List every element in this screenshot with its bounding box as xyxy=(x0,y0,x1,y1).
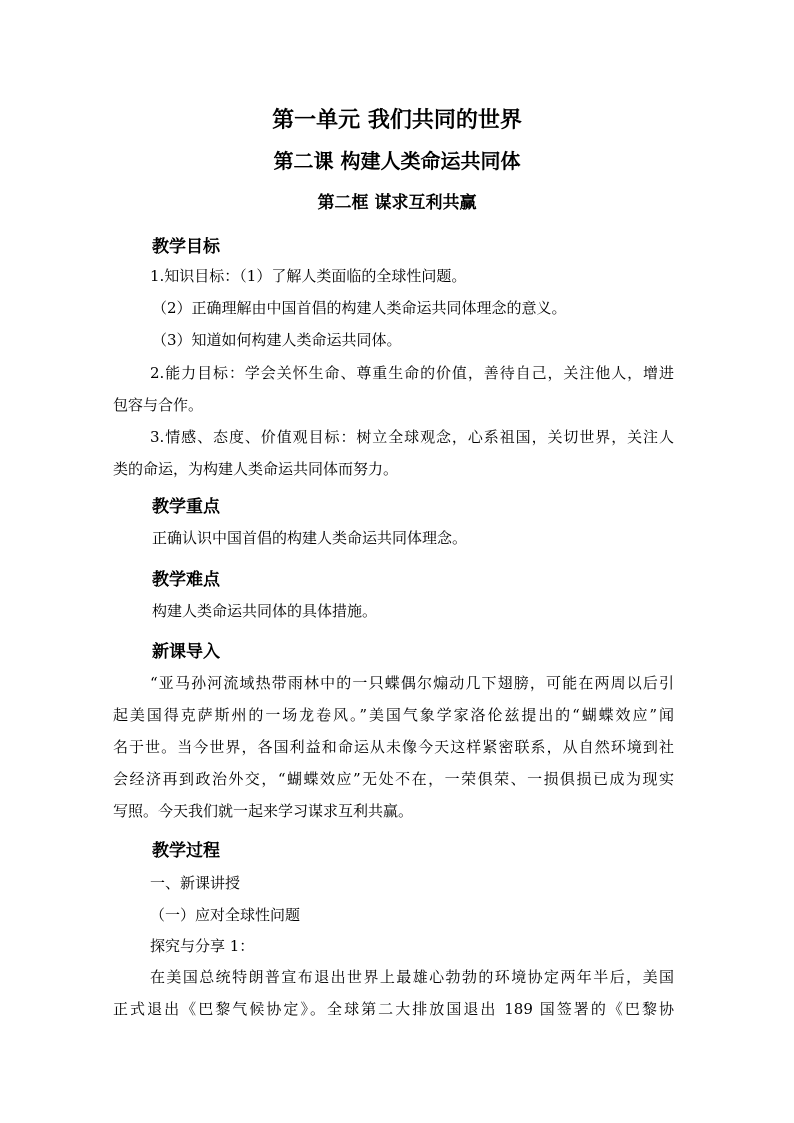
intro-heading: 新课导入 xyxy=(152,642,220,662)
goals-heading: 教学目标 xyxy=(152,237,220,257)
process-heading: 教学过程 xyxy=(152,841,220,861)
goal-line: （2）正确理解由中国首倡的构建人类命运共同体理念的意义。 xyxy=(152,299,567,317)
intro-line: 会经济再到政治外交，“蝴蝶效应”无处不在，一荣俱荣、一损俱损已成为现实 xyxy=(113,770,674,788)
difficulty-text: 构建人类命运共同体的具体措施。 xyxy=(152,602,378,620)
process-line: 在美国总统特朗普宣布退出世界上最雄心勃勃的环境协定两年半后，美国 xyxy=(150,968,674,986)
difficulty-heading: 教学难点 xyxy=(152,570,220,590)
process-line: 一、新课讲授 xyxy=(150,874,241,892)
intro-line: “亚马孙河流域热带雨林中的一只蝶偶尔煽动几下翅膀，可能在两周以后引 xyxy=(150,674,674,692)
process-line: 正式退出《巴黎气候协定》。全球第二大排放国退出 189 国签署的《巴黎协 xyxy=(113,1000,674,1018)
goal-line: 类的命运，为构建人类命运共同体而努力。 xyxy=(113,460,399,478)
goal-line: 1.知识目标：（1）了解人类面临的全球性问题。 xyxy=(150,267,467,285)
key-point-heading: 教学重点 xyxy=(152,497,220,517)
goal-line: （3）知道如何构建人类命运共同体。 xyxy=(152,331,402,349)
unit-title: 第一单元 我们共同的世界 xyxy=(272,108,522,133)
intro-line: 起美国得克萨斯州的一场龙卷风。”美国气象学家洛伦兹提出的“蝴蝶效应”闻 xyxy=(113,706,674,724)
intro-line: 写照。今天我们就一起来学习谋求互利共赢。 xyxy=(113,802,414,820)
goal-line: 3.情感、态度、价值观目标：树立全球观念，心系祖国，关切世界，关注人 xyxy=(150,428,674,446)
process-line: （一）应对全球性问题 xyxy=(150,906,301,924)
key-point-text: 正确认识中国首倡的构建人类命运共同体理念。 xyxy=(152,529,468,547)
intro-line: 名于世。当今世界，各国利益和命运从未像今天这样紧密联系，从自然环境到社 xyxy=(113,738,674,756)
goal-line: 2.能力目标：学会关怀生命、尊重生命的价值，善待自己，关注他人，增进 xyxy=(150,364,674,382)
section-title: 第二框 谋求互利共赢 xyxy=(317,193,477,213)
goal-line: 包容与合作。 xyxy=(113,396,204,414)
lesson-title: 第二课 构建人类命运共同体 xyxy=(273,149,521,173)
process-line: 探究与分享 1： xyxy=(150,937,255,955)
